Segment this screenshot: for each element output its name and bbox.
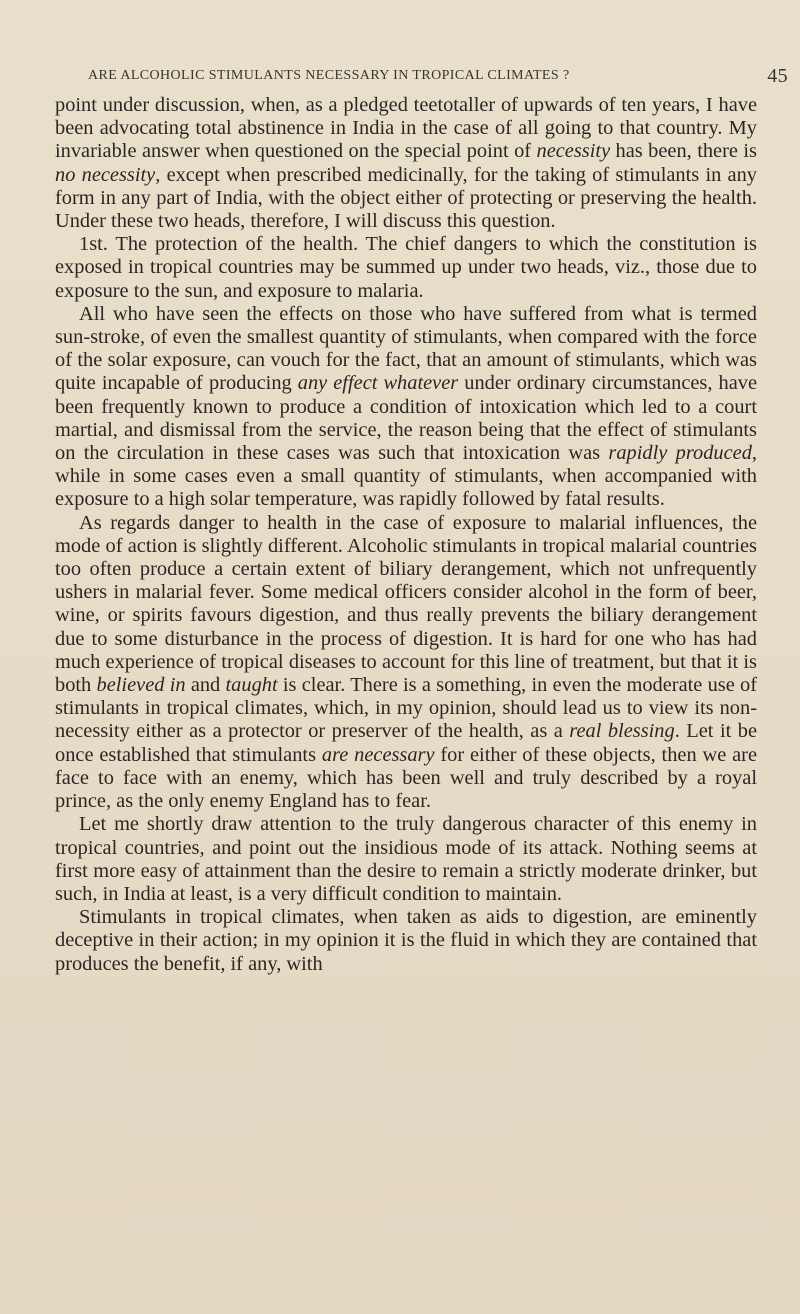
paragraph-sun-stroke: All who have seen the effects on those who have suffered from what is termed sun-stroke, of even the smallest quantity of stimulants, when compared with the force of the solar exposure, can vouch for the fact, that an amount of stimulants, which was quite incapable of producing any effect whatever under ordinary circumstances, have been frequently known to produce a condition of intoxication which led to a court martial, and dismissal from the service, the reason being that the effect of stimulants on the circulation in these cases was such that intoxication was rapidly produced, while in some cases even a small quantity of stimulants, when accompanied with exposure to a high solar temperature, was rapidly followed by fatal results. (55, 302, 757, 511)
running-title: ARE ALCOHOLIC STIMULANTS NECESSARY IN TROPICAL CLIMATES ? (88, 68, 570, 83)
paragraph-dangerous-enemy: Let me shortly draw attention to the truly dangerous character of this enemy in tropical countries, and point out the insidious mode of its attack. Nothing seems at first more easy of attainment than the desire to remain a strictly moderate drinker, but such, in India at least, is a very difficult condition to maintain. (55, 813, 757, 905)
paragraph-protection-of-health: 1st. The protection of the health. The chief dangers to which the constitution is exposed in tropical countries may be summed up under two heads, viz., those due to exposure to the sun, and exposure to malaria. (55, 233, 757, 302)
page-number: 45 (767, 65, 788, 87)
body-text (55, 94, 757, 976)
paragraph-malaria: As regards danger to health in the case of exposure to malarial influences, the mode of action is slightly different. Alcoholic stimulants in tropical malarial countries too often produce a certain extent of biliary derangement, which not unfrequently ushers in malarial fever. Some medical officers consider alcohol in the form of beer, wine, or spirits favours digestion, and thus really prevents the biliary derangement due to some disturbance in the process of digestion. It is hard for one who has had much experience of tropical diseases to account for this line of treatment, but that it is both believed in and taught is clear. There is a something, in even the moderate use of stimulants in tropical climates, which, in my opinion, should lead us to view its non-necessity either as a protector or preserver of the health, as a real blessing. Let it be once established that stimulants are necessary for either of these objects, then we are face to face with an enemy, which has been well and truly described by a royal prince, as the only enemy England has to fear. (55, 511, 757, 813)
running-header (88, 65, 788, 87)
paragraph-intro-continuation: point under discussion, when, as a pledged teetotaller of upwards of ten years, I have been advocating total abstinence in India in the case of all going to that country. My invariable answer when questioned on the special point of necessity has been, there is no necessity, except when prescribed medicinally, for the taking of stimulants in any form in any part of India, with the object either of protecting or preserving the health. Under these two heads, therefore, I will discuss this question. (55, 94, 757, 233)
paragraph-deceptive-stimulants: Stimulants in tropical climates, when taken as aids to digestion, are eminently deceptive in their action; in my opinion it is the fluid in which they are contained that produces the benefit, if any, with (55, 906, 757, 975)
